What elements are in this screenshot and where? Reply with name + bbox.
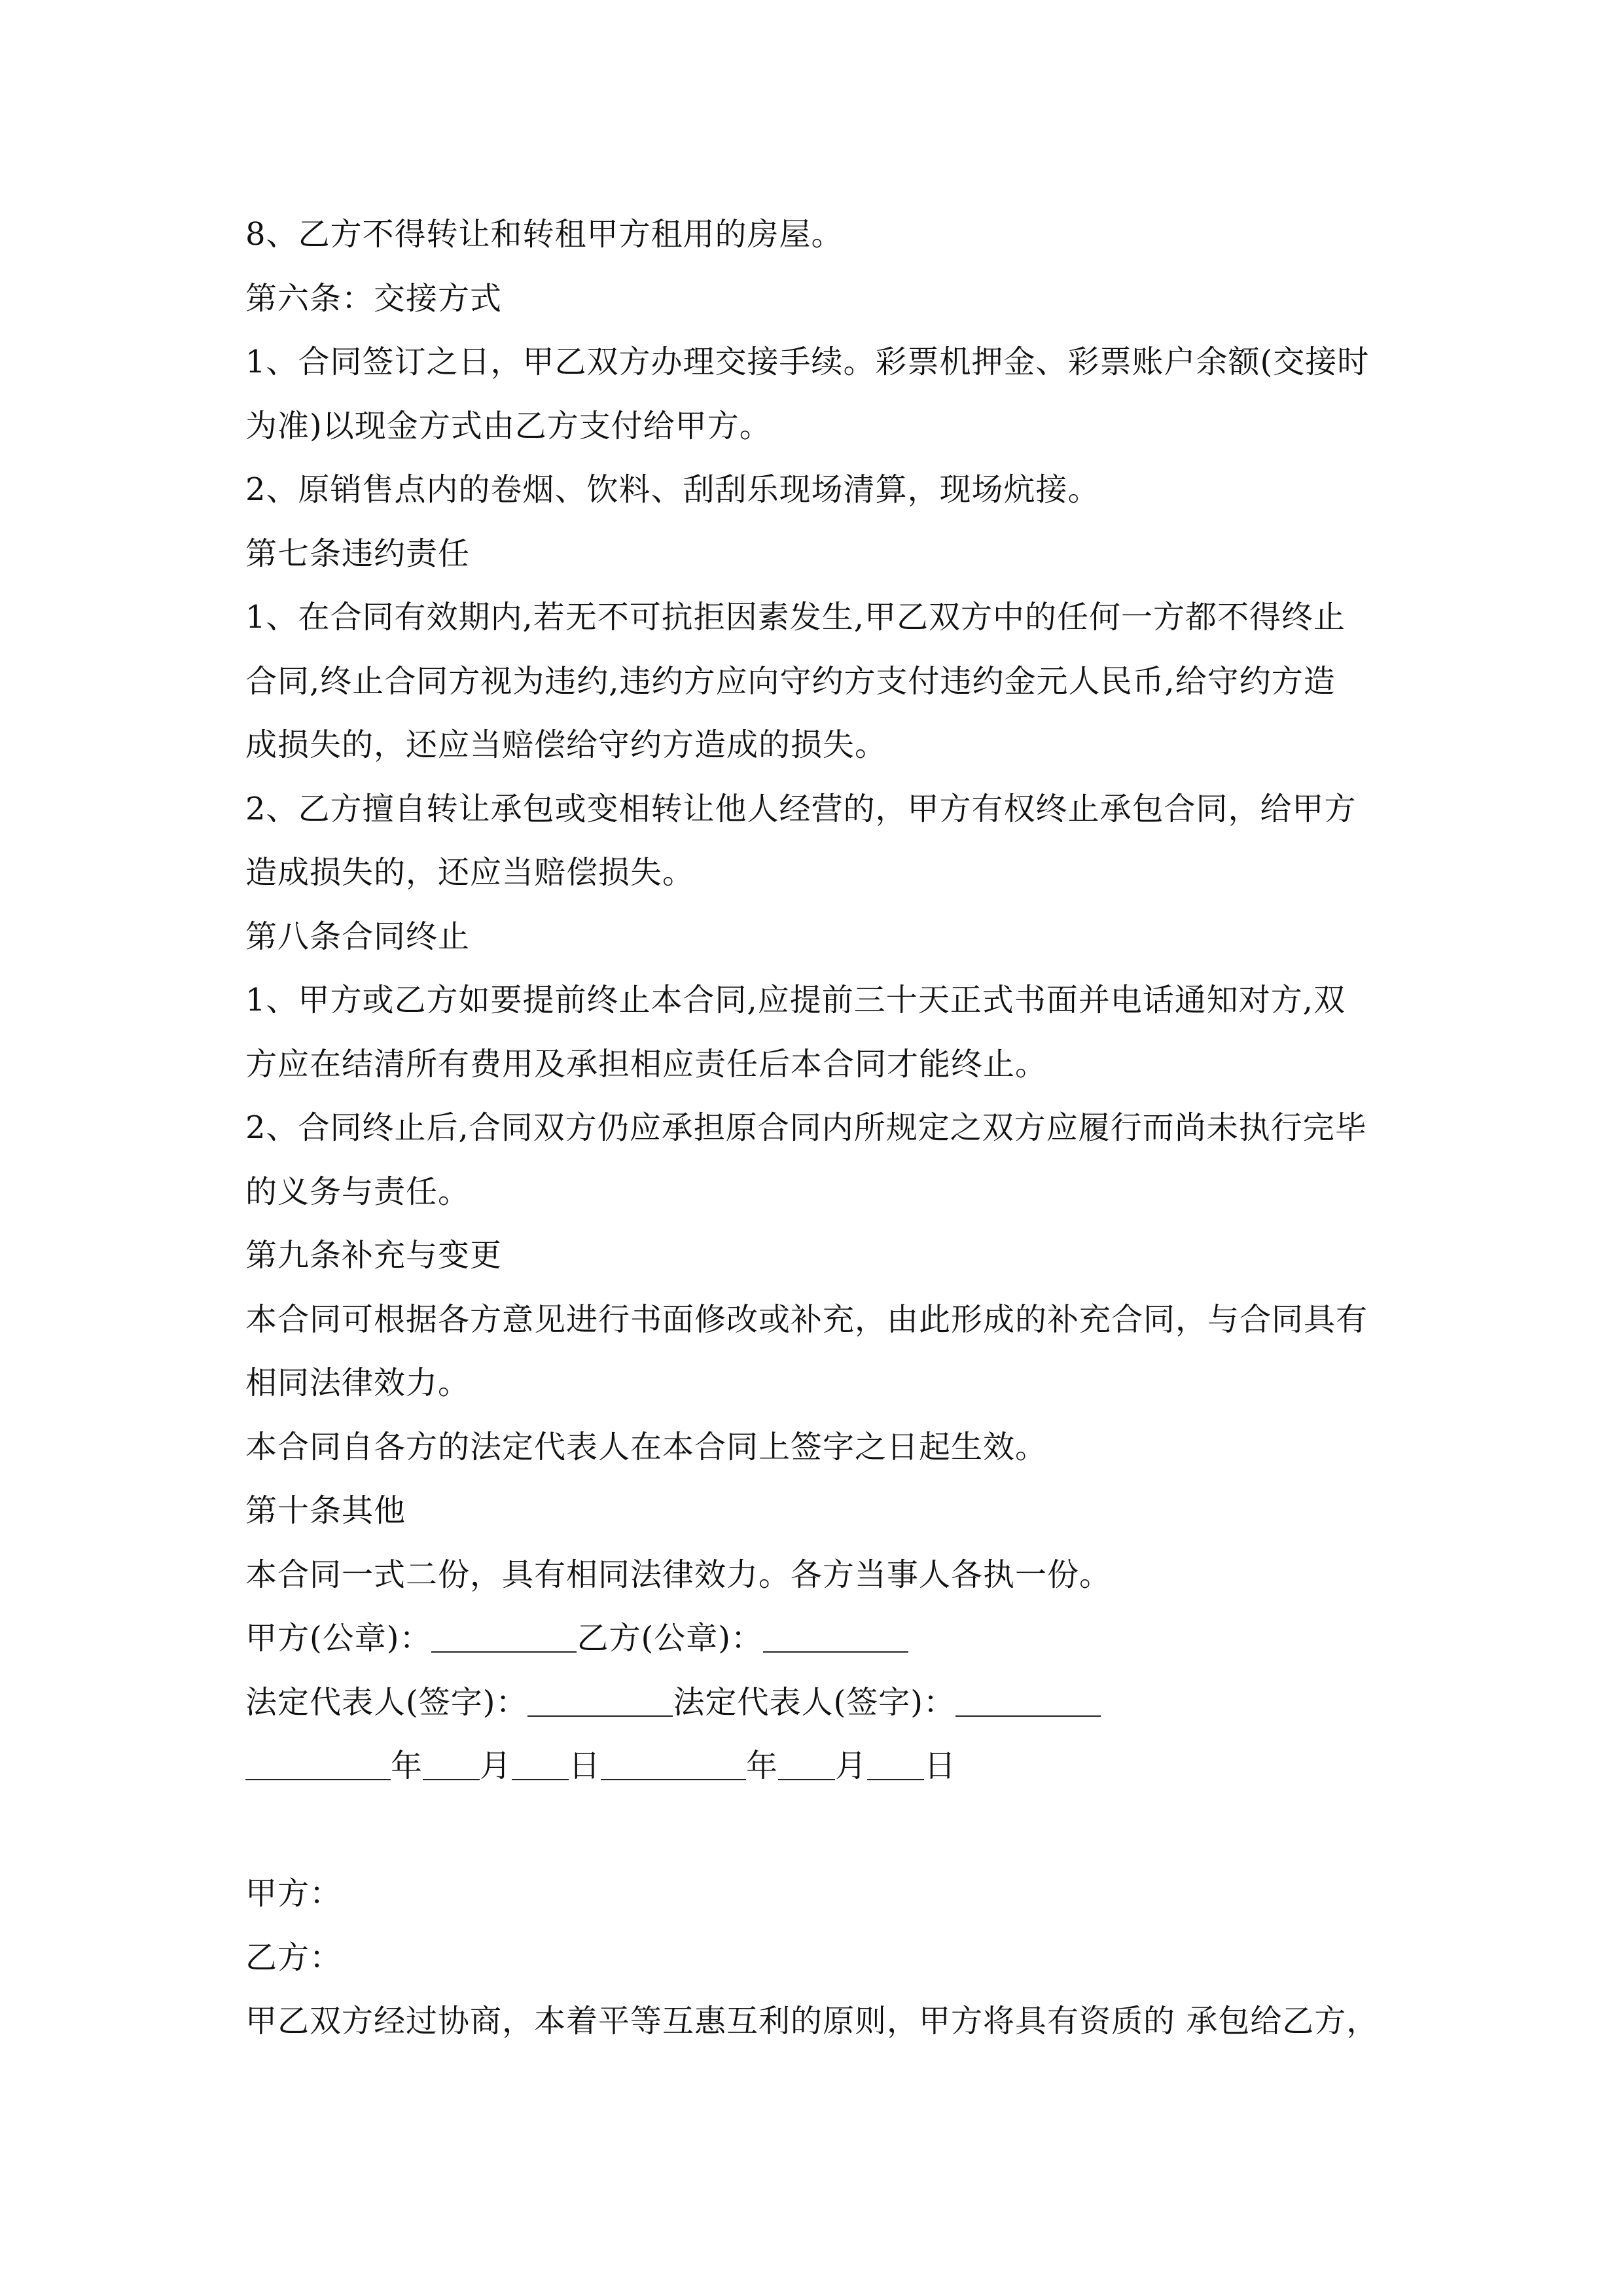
party-a-rep-blank xyxy=(527,1685,673,1717)
text-line: 本合同可根据各方意见进行书面修改或补充，由此形成的补充合同，与合同具有 xyxy=(245,1300,1368,1338)
text-line: 2、原销售点内的卷烟、饮料、刮刮乐现场清算，现场炕接。 xyxy=(245,471,1100,508)
party-a-label: 甲方： xyxy=(245,1875,342,1912)
text-line: 1、在合同有效期内,若无不可抗拒因素发生,甲乙双方中的任何一方都不得终止 xyxy=(245,599,1346,636)
party-a-seal-label: 甲方(公章)： xyxy=(245,1620,432,1657)
section-heading: 第六条：交接方式 xyxy=(245,279,503,317)
spacer xyxy=(245,1799,1397,1863)
text-line: 为准)以现金方式由乙方支付给甲方。 xyxy=(245,407,772,444)
date-line xyxy=(245,1734,1397,1799)
day-label: 日 xyxy=(569,1748,601,1784)
party-b-label: 乙方： xyxy=(245,1939,342,1976)
text-line: 1、合同签订之日，甲乙双方办理交接手续。彩票机押金、彩票账户余额(交接时 xyxy=(245,344,1370,380)
party-b-seal-label: 乙方(公章)： xyxy=(577,1620,763,1657)
text-line: 2、合同终止后,合同双方仍应承担原合同内所规定之双方应履行而尚未执行完毕 xyxy=(245,1109,1367,1146)
day-blank-a xyxy=(512,1749,569,1780)
text-line: 的义务与责任。 xyxy=(245,1173,471,1210)
section-heading: 第七条违约责任 xyxy=(245,535,471,572)
text-line: 本合同一式二份，具有相同法律效力。各方当事人各执一份。 xyxy=(245,1556,1112,1593)
year-label: 年 xyxy=(746,1748,779,1784)
section-heading: 第八条合同终止 xyxy=(245,918,471,955)
section-heading: 第九条补充与变更 xyxy=(245,1237,503,1274)
text-line: 合同,终止合同方视为违约,违约方应向守约方支付违约金元人民币,给守约方造 xyxy=(245,662,1336,700)
day-blank-b xyxy=(867,1749,924,1780)
text-line: 甲乙双方经过协商，本着平等互惠互利的原则，甲方将具有资质的 承包给乙方， xyxy=(245,2003,1379,2039)
party-a-rep-label: 法定代表人(签字)： xyxy=(245,1683,528,1721)
party-b-seal-blank xyxy=(763,1621,908,1653)
text-line: 2、乙方擅自转让承包或变相转让他人经营的，甲方有权终止承包合同，给甲方 xyxy=(245,790,1357,827)
representative-line xyxy=(245,1671,1397,1735)
year-label: 年 xyxy=(391,1748,423,1784)
text-line: 相同法律效力。 xyxy=(245,1365,471,1401)
text-line: 方应在结清所有费用及承担相应责任后本合同才能终止。 xyxy=(245,1045,1048,1083)
seal-line xyxy=(245,1607,1397,1671)
month-blank-b xyxy=(778,1749,835,1780)
text-line: 成损失的，还应当赔偿给守约方造成的损失。 xyxy=(245,726,887,763)
month-blank-a xyxy=(423,1749,480,1780)
month-label: 月 xyxy=(480,1748,512,1784)
text-line: 1、甲方或乙方如要提前终止本合同,应提前三十天正式书面并电话通知对方,双 xyxy=(245,982,1346,1018)
section-heading: 第十条其他 xyxy=(245,1492,406,1529)
month-label: 月 xyxy=(835,1748,868,1784)
text-line: 8、乙方不得转让和转租甲方租用的房屋。 xyxy=(245,216,844,253)
day-label: 日 xyxy=(924,1748,957,1784)
party-a-seal-blank xyxy=(431,1621,577,1653)
document-page xyxy=(245,203,1397,2054)
party-b-rep-blank xyxy=(955,1685,1101,1717)
year-blank-a xyxy=(245,1749,391,1780)
text-line: 本合同自各方的法定代表人在本合同上签字之日起生效。 xyxy=(245,1428,1048,1465)
text-line: 造成损失的，还应当赔偿损失。 xyxy=(245,854,695,891)
party-b-rep-label: 法定代表人(签字)： xyxy=(673,1683,955,1721)
year-blank-b xyxy=(601,1749,746,1780)
